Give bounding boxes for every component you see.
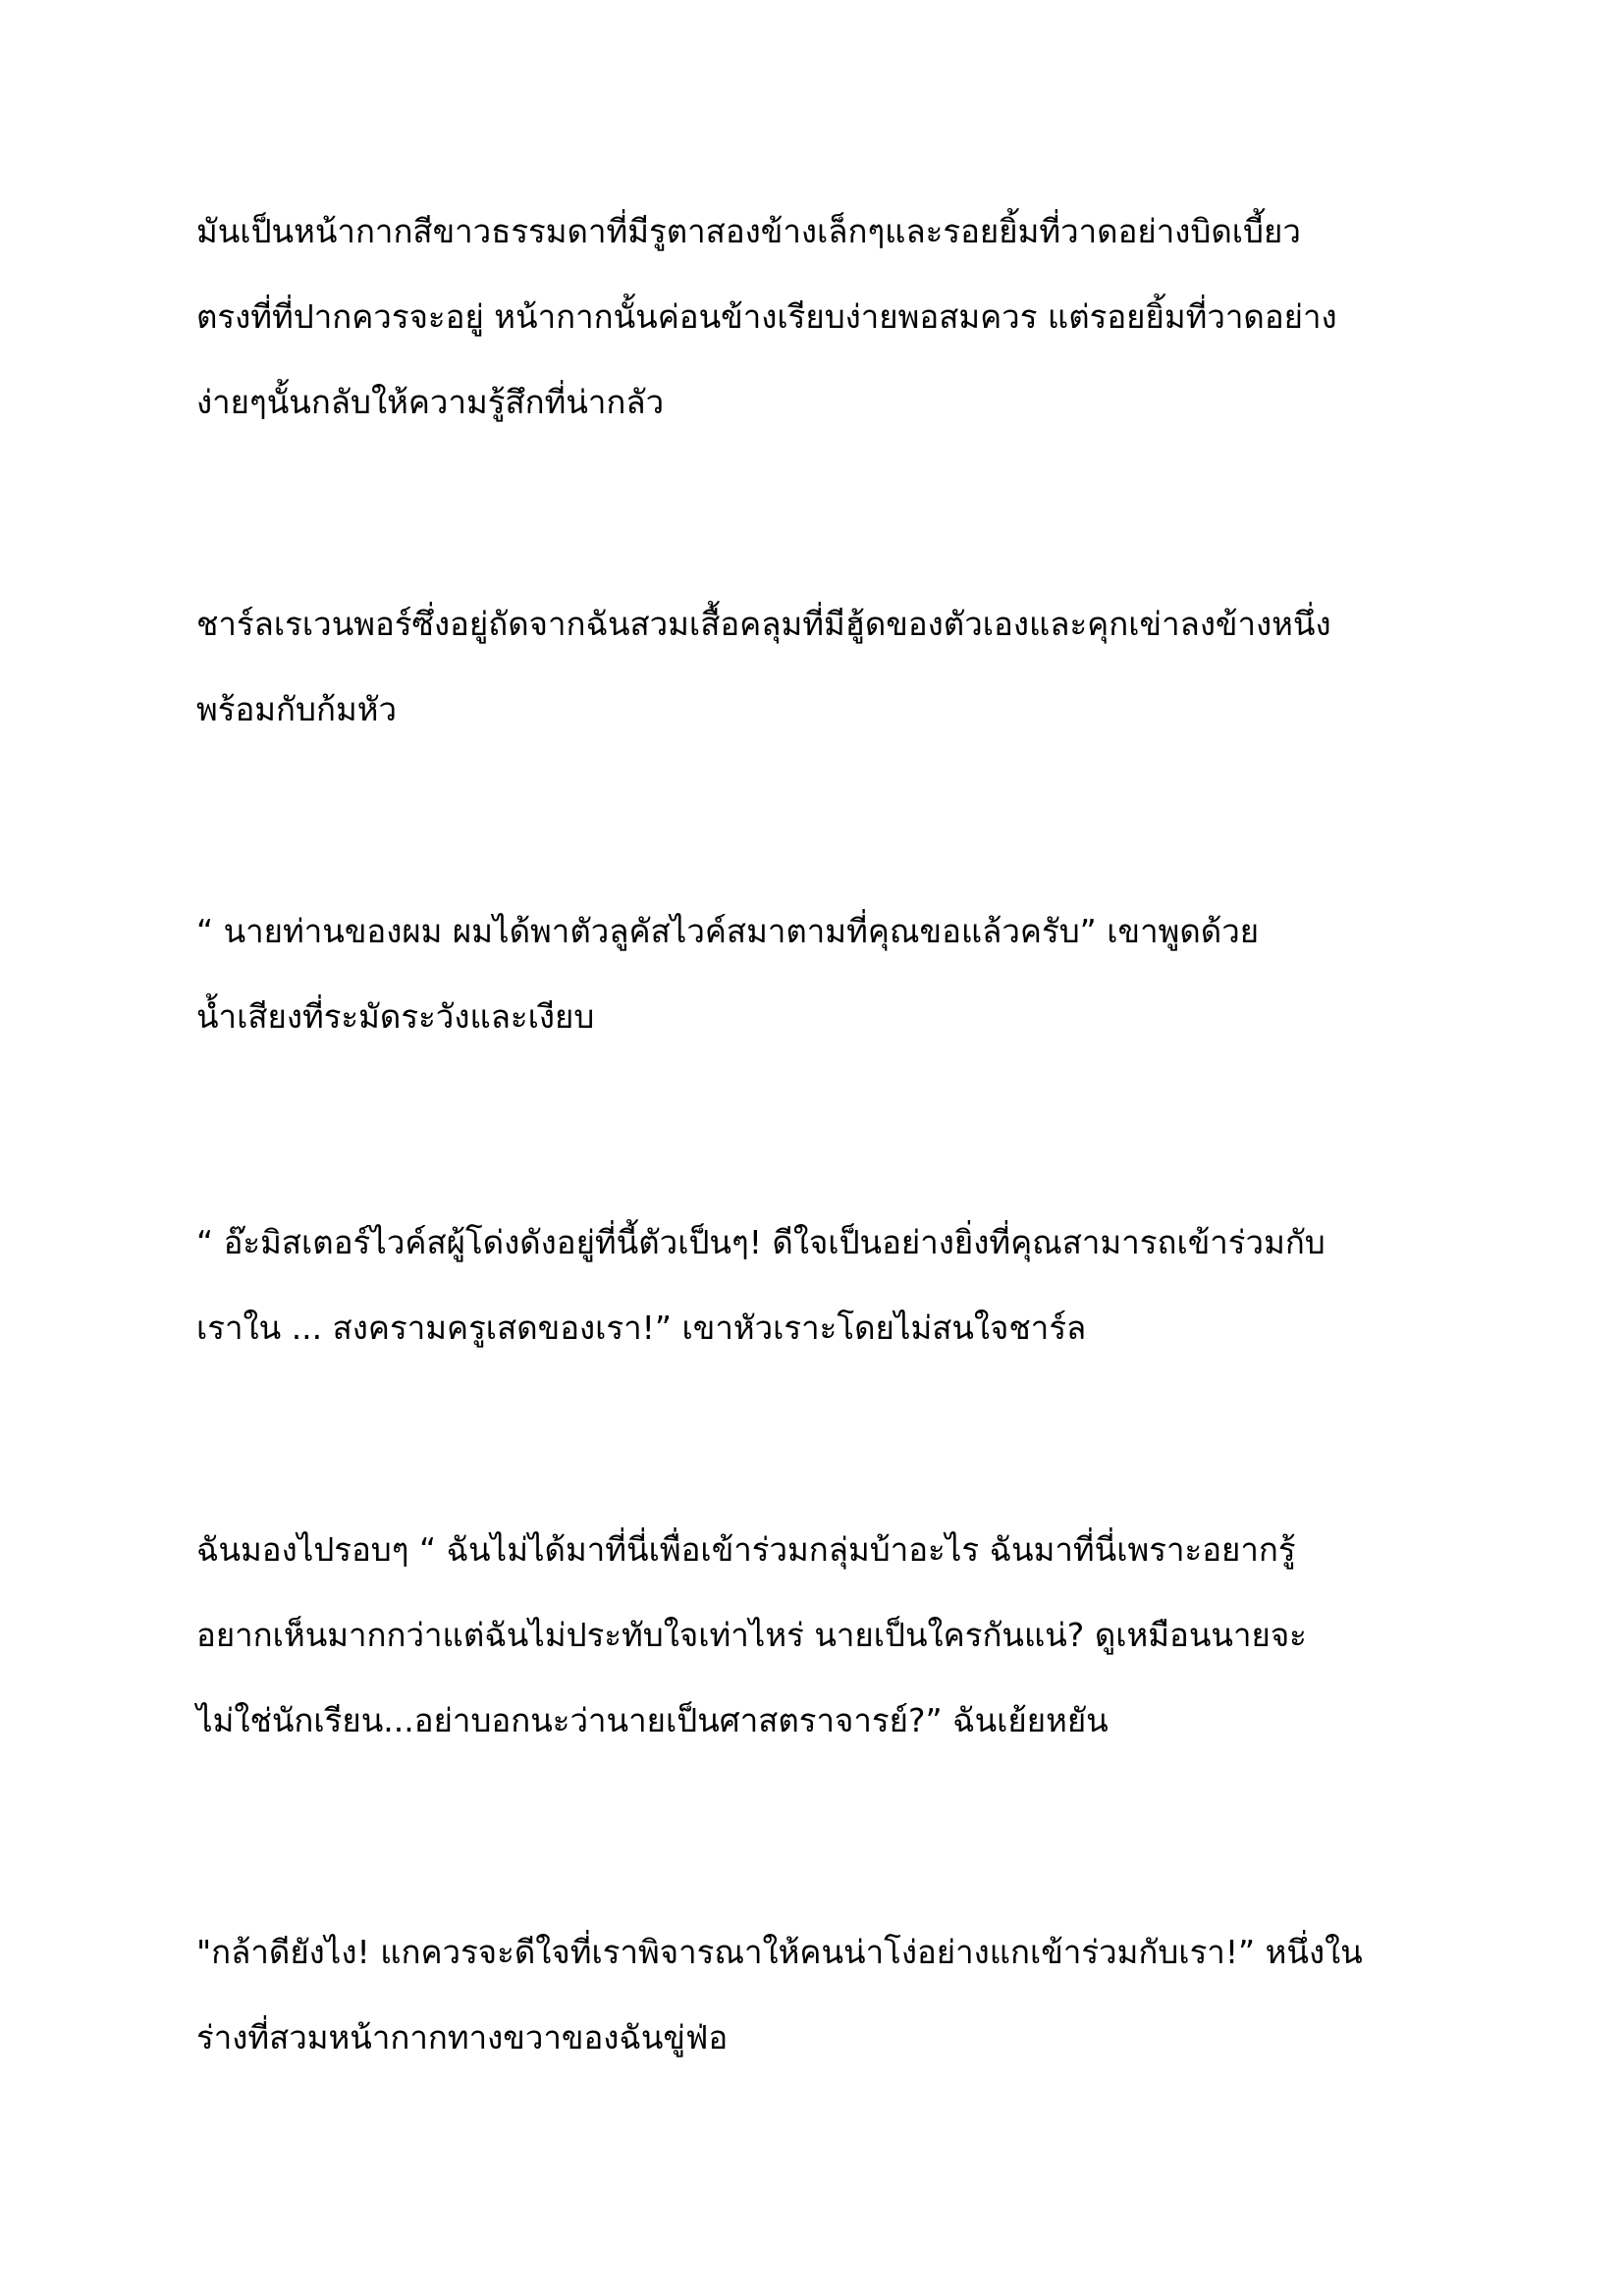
- text-line: ร่างที่สวมหน้ากากทางขวาของฉันขู่ฟ่อ: [196, 2018, 729, 2056]
- text-line: “ นายท่านของผม ผมได้พาตัวลูคัสไวค์สมาตามที่คุณขอแล้วครับ” เขาพูดด้วย: [196, 912, 1260, 950]
- text-line: พร้อมกับก้มหัว: [196, 690, 397, 728]
- text-line: มันเป็นหน้ากากสีขาวธรรมดาที่มีรูตาสองข้างเล็กๆและรอยยิ้มที่วาดอย่างบิดเบี้ยว: [196, 212, 1301, 250]
- text-line: ไม่ใช่นักเรียน...อย่าบอกนะว่านายเป็นศาสตราจารย์?” ฉันเย้ยหยัน: [196, 1701, 1109, 1739]
- paragraph-mask-description: [196, 188, 1434, 445]
- text-line: ชาร์ลเรเวนพอร์ซึ่งอยู่ถัดจากฉันสวมเสื้อคลุมที่มีฮู้ดของตัวเองและคุกเข่าลงข้างหนึ่ง: [196, 605, 1331, 643]
- text-line: ฉันมองไปรอบๆ “ ฉันไม่ได้มาที่นี่เพื่อเข้าร่วมกลุ่มบ้าอะไร ฉันมาที่นี่เพราะอยากรู้: [196, 1530, 1296, 1569]
- text-line: ง่ายๆนั้นกลับให้ความรู้สึกที่น่ากลัว: [196, 383, 665, 421]
- paragraph-charles-speaks: [196, 888, 1434, 1059]
- paragraph-masked-figure-hisses: [196, 1909, 1434, 2080]
- text-line: ตรงที่ที่ปากควรจะอยู่ หน้ากากนั้นค่อนข้างเรียบง่ายพอสมควร แต่รอยยิ้มที่วาดอย่าง: [196, 297, 1337, 336]
- text-line: “ อ๊ะมิสเตอร์ไวค์สผู้โด่งดังอยู่ที่นี้ตัวเป็นๆ! ดีใจเป็นอย่างยิ่งที่คุณสามารถเข้าร่วมกับ: [196, 1223, 1326, 1261]
- text-line: เราใน ... สงครามครูเสดของเรา!” เขาหัวเราะโดยไม่สนใจชาร์ล: [196, 1308, 1087, 1347]
- paragraph-masked-man-greets: [196, 1200, 1434, 1370]
- text-line: อยากเห็นมากกว่าแต่ฉันไม่ประทับใจเท่าไหร่ นายเป็นใครกันแน่? ดูเหมือนนายจะ: [196, 1616, 1307, 1654]
- text-line: น้ำเสียงที่ระมัดระวังและเงียบ: [196, 997, 595, 1036]
- paragraph-lucas-replies: [196, 1507, 1434, 1763]
- text-line: "กล้าดียังไง! แกควรจะดีใจที่เราพิจารณาให้คนน่าโง่อย่างแกเข้าร่วมกับเรา!” หนึ่งใน: [196, 1933, 1363, 1971]
- paragraph-charles-kneels: [196, 581, 1434, 752]
